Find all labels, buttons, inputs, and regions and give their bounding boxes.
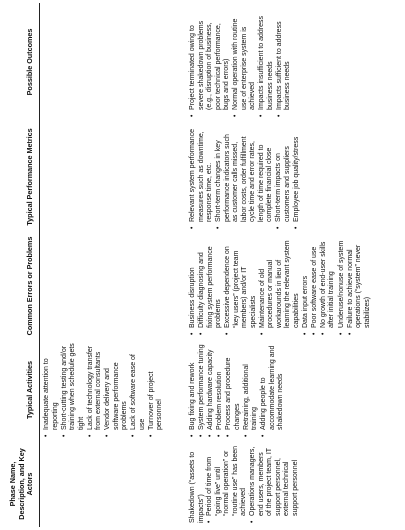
list-item: • Normal operation with routine use of enterprise system is achieved [232,7,258,110]
list-item: • Turnover of project personnel [148,343,165,430]
header-row [3,3,40,527]
list-item: • Employee job quality/stress [293,125,302,222]
outcomes-cell [186,3,402,121]
activities-cell [186,339,402,441]
list-item: • Adding people to accommodate learning and shakedown needs [260,343,286,430]
continued-errors-cell [40,233,186,339]
list-item: • Adding hardware capacity [207,343,216,430]
header-metrics: Typical Performance Metrics [3,121,40,233]
rotated-table-container [3,3,402,527]
list-item: • Short-term impacts on customers and suppliers [275,125,292,222]
list-item: • Short-term changes in key performance indicators such as customer calls missed, labor costs, order fulfillment cycle time and error rates, length of time required to complete financial close [215,125,275,222]
header-phase: Phase Name, Description, and Key Actors [3,441,40,527]
phase-table [3,3,402,527]
list-item: • Failure to achieve normal operations (“system” never stabilizes) [347,237,373,328]
phase-description [189,445,300,523]
continued-metrics-cell [40,121,186,233]
list-item: • Short-cutting testing and/or training when schedule gets tight [61,343,87,430]
list-item: • Maintenance of old procedures or manual workarounds in lieu of learning the relevant system capabilities [259,237,302,328]
continued-row [40,3,186,527]
list-item: • Lack of technology transfer from external consultants [87,343,104,430]
phase-list [206,445,300,523]
list-item: • Data input errors [302,237,311,328]
list-item: • Inadequate attention to reporting [43,343,60,430]
list-item: • Excessive dependence on “key users” (project team members) and/or IT specialists [224,237,258,328]
metrics-cell [186,121,402,233]
errors-list [189,237,372,335]
continued-outcomes-cell [40,3,186,121]
list-item: • Poor software ease of use [311,237,320,328]
header-activities: Typical Activities [3,339,40,441]
errors-cell [186,233,402,339]
continued-phase-cell [40,441,186,527]
list-item: • Underuse/nonuse of system [338,237,347,328]
activities-list [189,343,286,437]
list-item: • No growth of end-user skills after initial training [320,237,337,328]
list-item: • Impacts sufficient to address business needs [276,7,293,110]
list-item: • Retraining, additional training [243,343,260,430]
shakedown-row [186,3,402,527]
list-item: • Difficulty diagnosing and fixing system performance problems [198,237,224,328]
phase-cell [186,441,402,527]
outcomes-list [189,7,293,117]
list-item: • System performance tuning [198,343,207,430]
header-outcomes: Possible Outcomes [3,3,40,121]
list-item: • Period of time from “going live” until “normal operation” or “routine use” has been achieved [206,445,249,516]
list-item: • Vendor delivery and software performance problems [104,343,130,430]
header-errors: Common Errors or Problems [3,233,40,339]
list-item: • Bug fixing and rework [189,343,198,430]
continued-activities-cell [40,339,186,441]
list-item: • Impacts insufficient to address business needs [258,7,275,110]
list-item: • Problem resolution [216,343,225,430]
list-item: • Project terminated owing to severe shakedown problems (e.g., disruption of business, poor technical performance, bugs and errors) [189,7,232,110]
continued-activities-list [43,343,165,437]
list-item: • Lack of software ease of use [130,343,147,430]
metrics-list [189,125,301,229]
phase-title: Shakedown (“assets to impacts”) [188,451,205,523]
list-item: • Relevant system performance measures such as downtime, response time, etc. [189,125,215,222]
list-item: • Operations managers, end users, members of the project team, IT support personnel, external technical support personnel [249,445,300,516]
list-item: • Process and procedure changes [225,343,242,430]
list-item: • Business disruption [189,237,198,328]
